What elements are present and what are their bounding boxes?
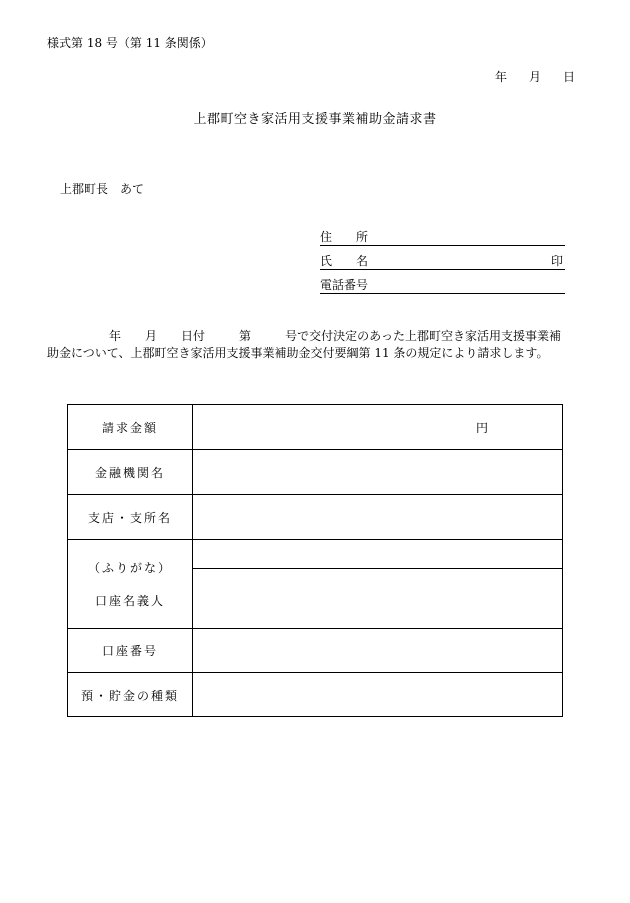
bank-info-table: [67, 404, 563, 717]
furigana-field-divider: [193, 568, 562, 569]
applicant-address-field[interactable]: [320, 228, 565, 246]
decision-dai-label: 第: [239, 329, 252, 343]
branch-name-row: [68, 495, 562, 540]
form-number: 様式第 18 号（第 11 条関係）: [47, 36, 213, 50]
applicant-name-label: 氏 名: [320, 254, 369, 268]
account-holder-row: [68, 540, 562, 629]
account-number-row: [68, 629, 562, 673]
addressee-suffix: あて: [120, 182, 145, 196]
deposit-type-row: [68, 673, 562, 717]
request-text-line-1-rest: 号で交付決定のあった上郡町空き家活用支援事業補: [285, 329, 561, 343]
bank-name-row: [68, 450, 562, 495]
branch-name-label: 支店・支所名: [68, 495, 193, 539]
decision-year-label: 年: [109, 329, 122, 343]
date-line: [495, 68, 575, 85]
furigana-label: （ふりがな）: [87, 561, 172, 575]
decision-month-label: 月: [145, 329, 158, 343]
account-holder-label: 口座名義人: [94, 594, 165, 608]
addressee-name: 上郡町長: [60, 182, 109, 196]
branch-name-field[interactable]: [193, 495, 562, 539]
request-text-line-1: [47, 327, 561, 344]
deposit-type-field[interactable]: [193, 673, 562, 717]
account-number-field[interactable]: [193, 629, 562, 672]
account-number-label: 口座番号: [68, 629, 193, 672]
amount-field[interactable]: [193, 405, 562, 449]
document-title: 上郡町空き家活用支援事業補助金請求書: [193, 112, 437, 127]
applicant-address-label: 住 所: [320, 230, 369, 244]
date-year-label: 年: [495, 70, 508, 84]
addressee: [60, 180, 144, 197]
decision-day-label: 日付: [181, 329, 206, 343]
seal-mark: 印: [550, 254, 563, 268]
applicant-name-field[interactable]: [320, 252, 565, 270]
amount-label: 請求金額: [68, 405, 193, 449]
amount-row: [68, 405, 562, 450]
applicant-phone-label: 電話番号: [320, 278, 369, 292]
account-holder-field[interactable]: [193, 540, 562, 628]
date-day-label: 日: [563, 70, 576, 84]
applicant-phone-field[interactable]: [320, 276, 565, 294]
yen-unit: 円: [476, 421, 489, 435]
bank-name-label: 金融機関名: [68, 450, 193, 494]
account-holder-label-cell: [68, 540, 193, 628]
request-text-line-2: 助金について、上郡町空き家活用支援事業補助金交付要綱第 11 条の規定により請求します。: [47, 346, 549, 360]
date-month-label: 月: [529, 70, 542, 84]
bank-name-field[interactable]: [193, 450, 562, 494]
deposit-type-label: 預・貯金の種類: [68, 673, 193, 717]
